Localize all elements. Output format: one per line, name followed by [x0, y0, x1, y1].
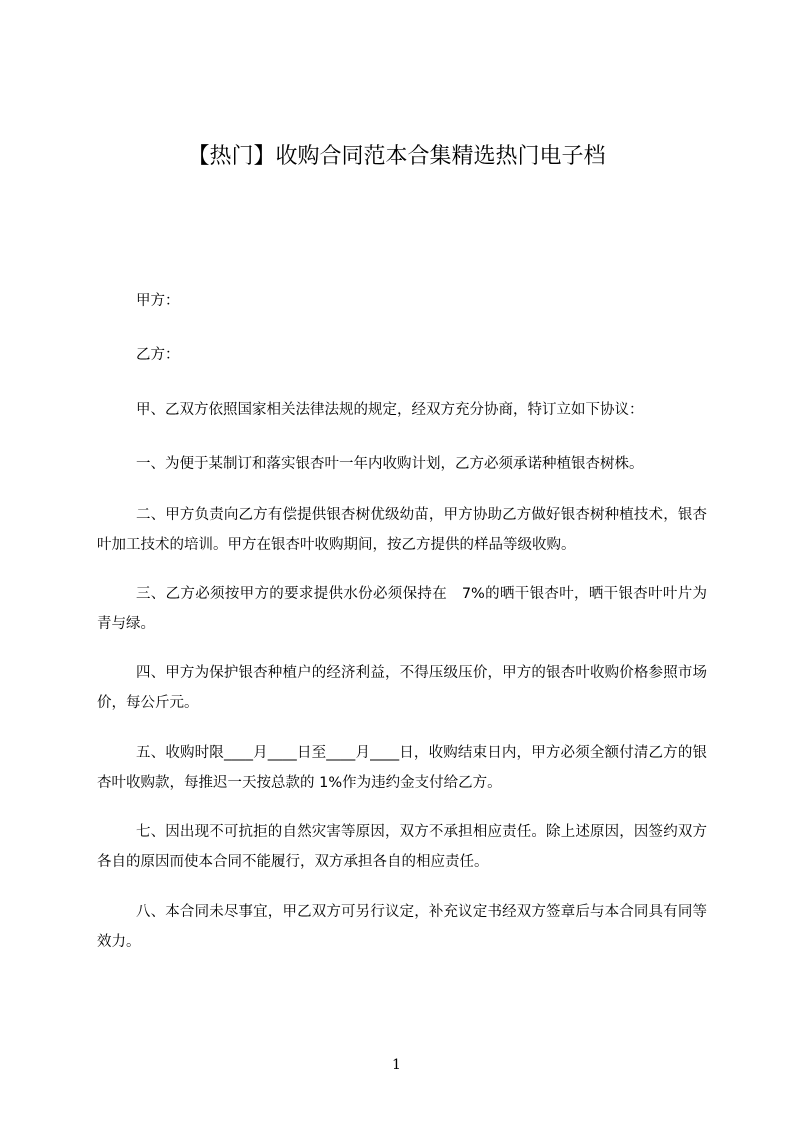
document-title: 【热门】收购合同范本合集精选热门电子档	[187, 144, 606, 169]
preamble-paragraph: 甲、乙双方依照国家相关法律法规的规定，经双方充分协商，特订立如下协议：	[136, 402, 644, 418]
clause-2-paragraph: 二、甲方负责向乙方有偿提供银杏树优级幼苗，甲方协助乙方做好银杏树种植技术，银杏叶加工技术的培训。甲方在银杏叶收购期间，按乙方提供的样品等级收购。	[97, 507, 707, 553]
clause-3-paragraph: 三、乙方必须按甲方的要求提供水份必须保持在 7%的晒干银杏叶，晒干银杏叶叶片为青与绿。	[97, 586, 707, 632]
party-a-line: 甲方：	[136, 293, 180, 309]
clause-7-paragraph: 七、因出现不可抗拒的自然灾害等原因，双方不承担相应责任。除上述原因，因签约双方各自的原因而使本合同不能履行，双方承担各自的相应责任。	[97, 824, 707, 870]
clause-4-paragraph: 四、甲方为保护银杏种植户的经济利益，不得压级压价，甲方的银杏叶收购价格参照市场价，每公斤元。	[97, 665, 707, 711]
party-b-line: 乙方：	[136, 347, 180, 363]
page-number: 1	[392, 1057, 401, 1073]
clause-8-paragraph: 八、本合同未尽事宜，甲乙双方可另行议定，补充议定书经双方签章后与本合同具有同等效力。	[97, 904, 707, 950]
clause-5-paragraph: 五、收购时限____月____日至____月____日，收购结束日内，甲方必须全额付清乙方的银杏叶收购款，每推迟一天按总款的 1%作为违约金支付给乙方。	[97, 745, 707, 791]
clause-1-paragraph: 一、为便于某制订和落实银杏叶一年内收购计划，乙方必须承诺种植银杏树株。	[136, 456, 644, 472]
